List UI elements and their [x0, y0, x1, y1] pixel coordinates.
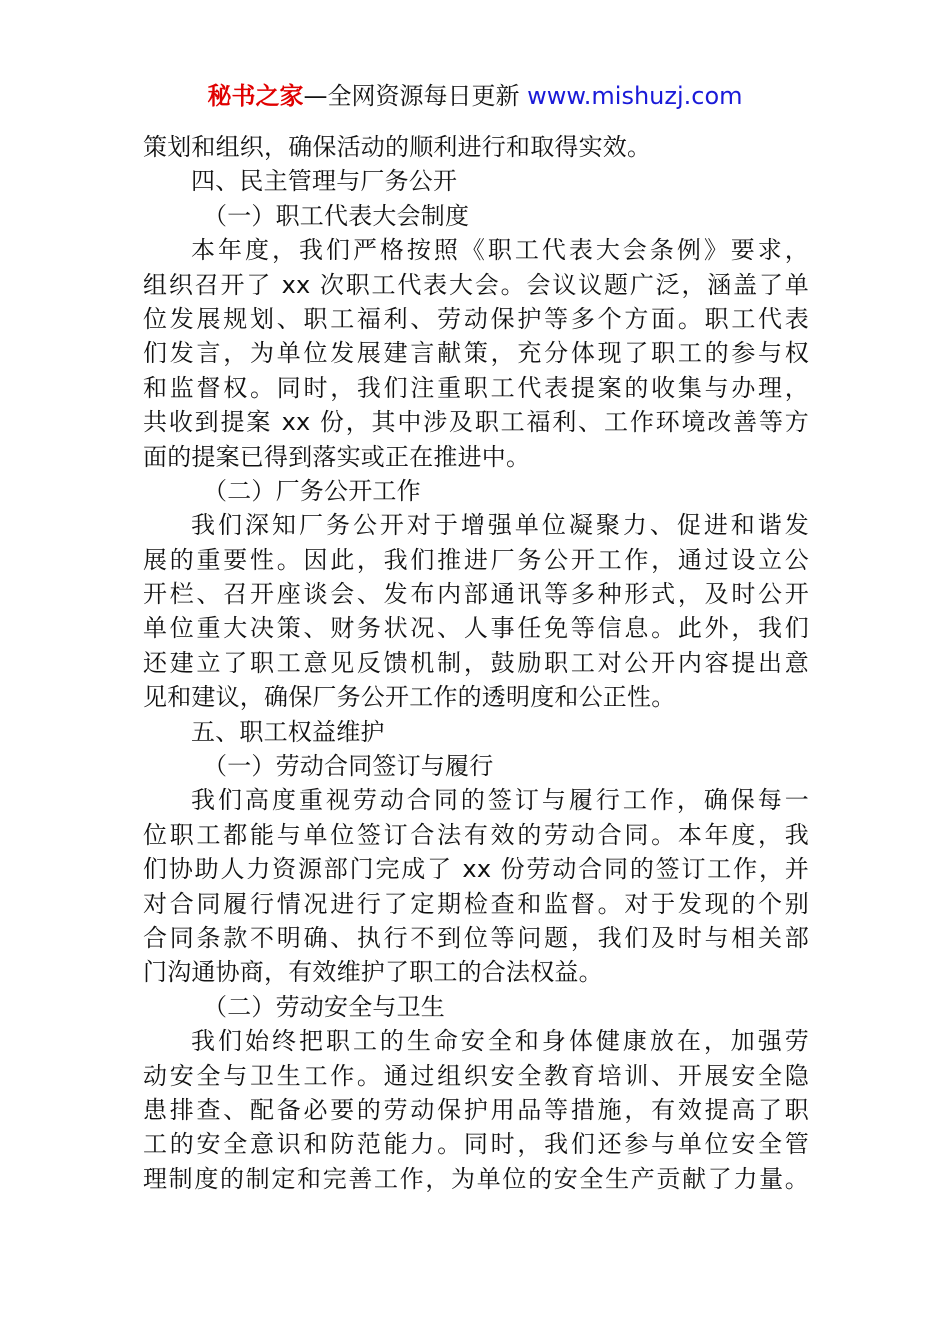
section-heading: 五、职工权益维护 — [191, 717, 385, 746]
paragraph-line: 还建立了职工意见反馈机制，鼓励职工对公开内容提出意 — [143, 648, 809, 677]
paragraph-line: 开栏、召开座谈会、发布内部通讯等多种形式，及时公开 — [143, 580, 809, 609]
paragraph-line: 单位重大决策、财务状况、人事任免等信息。此外，我们 — [143, 614, 809, 643]
paragraph-line: 我们深知厂务公开对于增强单位凝聚力、促进和谐发 — [191, 511, 809, 540]
paragraph-line: 本年度，我们严格按照《职工代表大会条例》要求， — [191, 236, 809, 265]
paragraph-line: 理制度的制定和完善工作，为单位的安全生产贡献了力量。 — [143, 1164, 809, 1193]
paragraph-line: 面的提案已得到落实或正在推进中。 — [143, 442, 531, 471]
paragraph-line: 动安全与卫生工作。通过组织安全教育培训、开展安全隐 — [143, 1061, 809, 1090]
site-tagline: —全网资源每日更新 — [303, 82, 528, 110]
paragraph-line: 位发展规划、职工福利、劳动保护等多个方面。职工代表 — [143, 304, 809, 333]
paragraph-line: 们协助人力资源部门完成了 xx 份劳动合同的签订工作，并 — [143, 855, 809, 884]
subsection-heading: （一）职工代表大会制度 — [203, 201, 470, 230]
paragraph-line: 组织召开了 xx 次职工代表大会。会议议题广泛，涵盖了单 — [143, 270, 809, 299]
paragraph-line: 对合同履行情况进行了定期检查和监督。对于发现的个别 — [143, 889, 809, 918]
subsection-heading: （一）劳动合同签订与履行 — [203, 752, 494, 781]
paragraph-line: 共收到提案 xx 份，其中涉及职工福利、工作环境改善等方 — [143, 408, 809, 437]
site-brand: 秘书之家 — [207, 82, 304, 110]
paragraph-line: 见和建议，确保厂务公开工作的透明度和公正性。 — [143, 683, 676, 712]
paragraph-line: 和监督权。同时，我们注重职工代表提案的收集与办理， — [143, 373, 809, 402]
subsection-heading: （二）劳动安全与卫生 — [203, 992, 445, 1021]
paragraph-line: 策划和组织，确保活动的顺利进行和取得实效。 — [143, 133, 652, 161]
document-body — [143, 130, 809, 1196]
paragraph-line: 我们始终把职工的生命安全和身体健康放在，加强劳 — [191, 1027, 809, 1056]
paragraph-line: 患排查、配备必要的劳动保护用品等措施，有效提高了职 — [143, 1095, 809, 1124]
paragraph-line: 们发言，为单位发展建言献策，充分体现了职工的参与权 — [143, 339, 809, 368]
paragraph-line: 门沟通协商，有效维护了职工的合法权益。 — [143, 958, 603, 987]
paragraph-line: 展的重要性。因此，我们推进厂务公开工作，通过设立公 — [143, 545, 809, 574]
paragraph-line: 工的安全意识和防范能力。同时，我们还参与单位安全管 — [143, 1130, 809, 1159]
paragraph-line: 合同条款不明确、执行不到位等问题，我们及时与相关部 — [143, 923, 809, 952]
subsection-heading: （二）厂务公开工作 — [203, 476, 421, 505]
site-header — [0, 80, 950, 112]
section-heading: 四、民主管理与厂务公开 — [191, 167, 458, 196]
paragraph-line: 位职工都能与单位签订合法有效的劳动合同。本年度，我 — [143, 820, 809, 849]
site-url-link[interactable]: www.mishuzj.com — [527, 82, 743, 110]
paragraph-line: 我们高度重视劳动合同的签订与履行工作，确保每一 — [191, 786, 809, 815]
